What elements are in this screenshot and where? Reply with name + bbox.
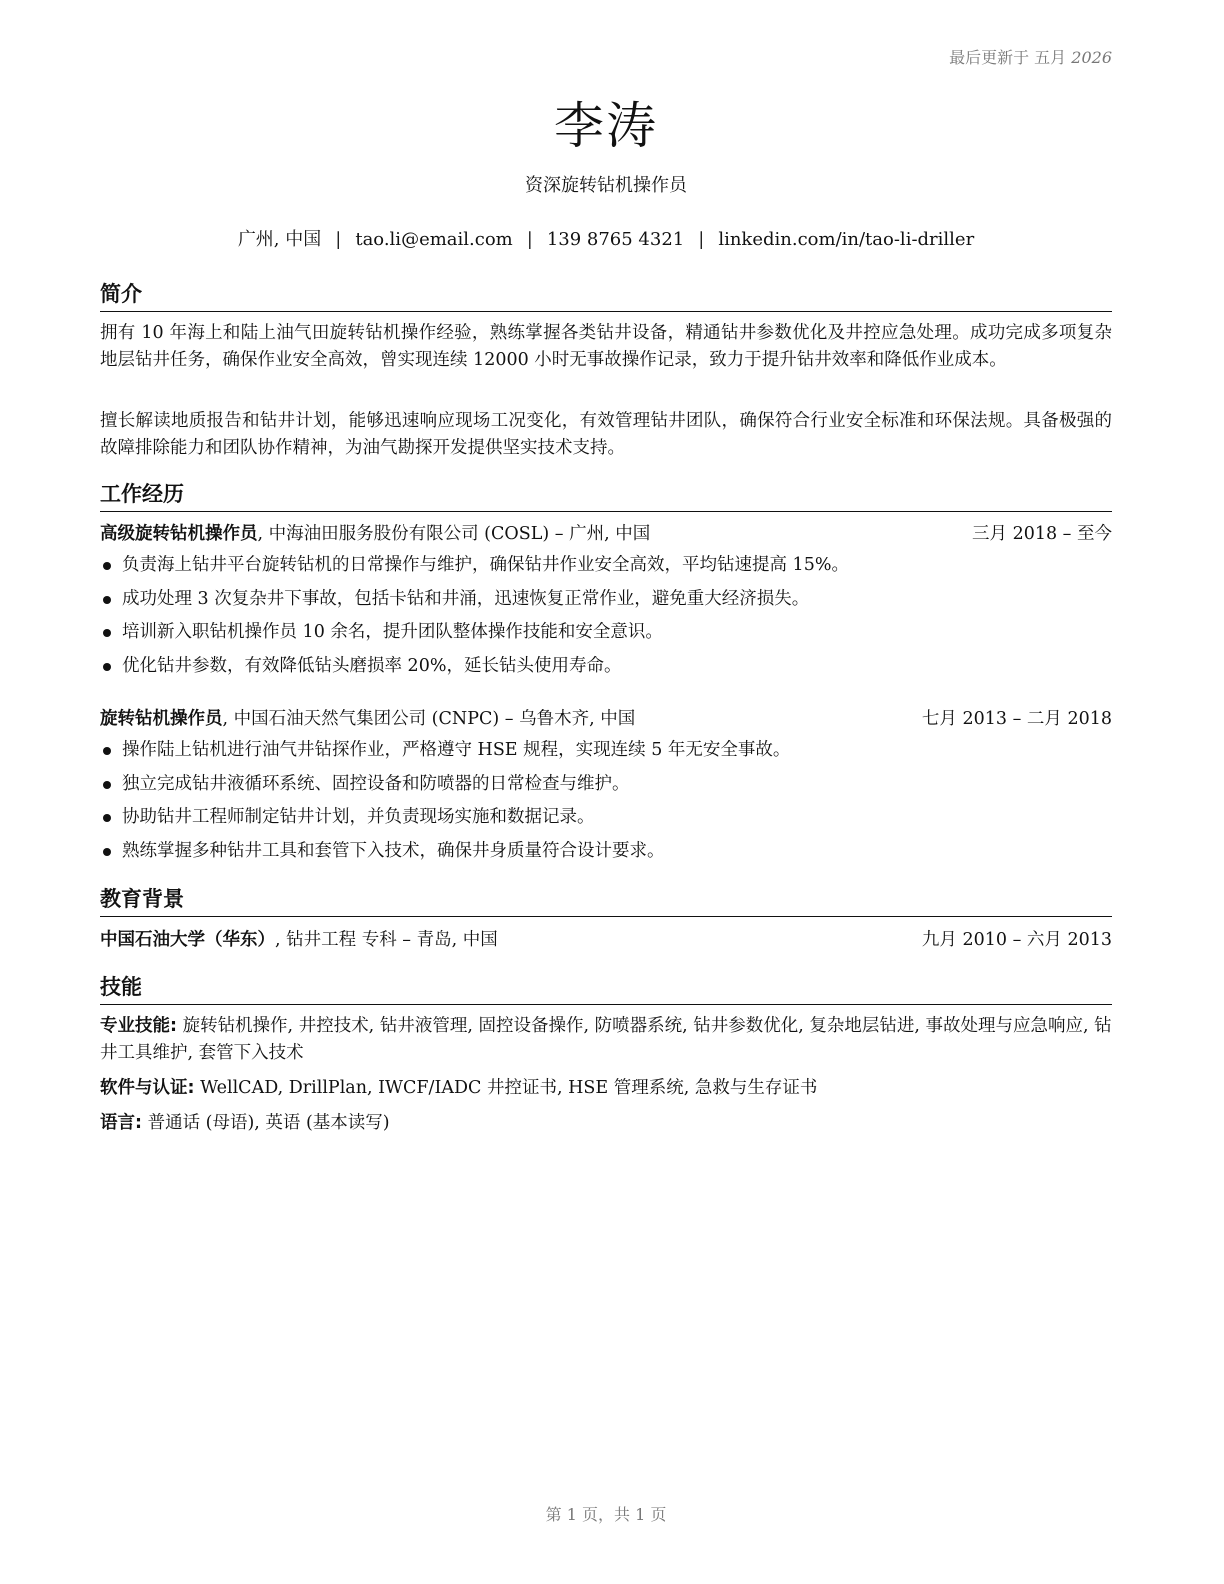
contact-linkedin[interactable]: linkedin.com/in/tao-li-driller	[718, 229, 975, 250]
list-item: 负责海上钻井平台旋转钻机的日常操作与维护，确保钻井作业安全高效，平均钻速提高 15%。	[100, 549, 1112, 583]
contact-line	[100, 225, 1112, 251]
last-updated-month: 五月	[1034, 48, 1067, 67]
job-company: , 中国石油天然气集团公司 (CNPC) – 乌鲁木齐, 中国	[222, 709, 636, 729]
job-dates: 七月 2013 – 二月 2018	[921, 709, 1112, 729]
list-item: 熟练掌握多种钻井工具和套管下入技术，确保井身质量符合设计要求。	[100, 835, 1112, 869]
skill-value: 旋转钻机操作, 井控技术, 钻井液管理, 固控设备操作, 防喷器系统, 钻井参数优化, 复杂地层钻进, 事故处理与应急响应, 钻井工具维护, 套管下入技术	[100, 1016, 1112, 1063]
education-entry	[100, 927, 1112, 954]
skills-languages	[100, 1110, 1112, 1137]
last-updated	[949, 45, 1112, 68]
list-item: 优化钻井参数，有效降低钻头磨损率 20%，延长钻头使用寿命。	[100, 650, 1112, 684]
education-dates: 九月 2010 – 六月 2013	[921, 930, 1112, 950]
contact-location: 广州, 中国	[237, 229, 322, 250]
job-role: 高级旋转钻机操作员	[100, 524, 258, 544]
skill-value: WellCAD, DrillPlan, IWCF/IADC 井控证书, HSE 管理系统, 急救与生存证书	[194, 1078, 818, 1098]
skill-label: 软件与认证:	[100, 1078, 195, 1098]
list-item: 协助钻井工程师制定钻井计划，并负责现场实施和数据记录。	[100, 801, 1112, 835]
list-item: 培训新入职钻机操作员 10 余名，提升团队整体操作技能和安全意识。	[100, 616, 1112, 650]
job-bullets	[100, 734, 1112, 868]
job-bullets	[100, 549, 1112, 683]
job-role: 旋转钻机操作员	[100, 709, 223, 729]
education-detail: , 钻井工程 专科 – 青岛, 中国	[275, 930, 498, 950]
job-header	[100, 521, 1112, 548]
list-item: 成功处理 3 次复杂井下事故，包括卡钻和井涌，迅速恢复正常作业，避免重大经济损失。	[100, 583, 1112, 617]
summary-paragraph-2: 擅长解读地质报告和钻井计划，能够迅速响应现场工况变化，有效管理钻井团队，确保符合行业安全标准和环保法规。具备极强的故障排除能力和团队协作精神，为油气勘探开发提供坚实技术支持。	[100, 411, 1112, 458]
skill-label: 语言:	[100, 1113, 142, 1133]
contact-email[interactable]: tao.li@email.com	[355, 229, 513, 250]
skills-professional	[100, 1013, 1112, 1067]
section-title-skills: 技能	[100, 971, 1112, 1005]
section-title-summary: 简介	[100, 278, 1112, 312]
summary-paragraph-1: 拥有 10 年海上和陆上油气田旋转钻机操作经验，熟练掌握各类钻井设备，精通钻井参数优化及井控应急处理。成功完成多项复杂地层钻井任务，确保作业安全高效，曾实现连续 12000 小时无事故操作记录，致力于提升钻井效率和降低作业成本。	[100, 323, 1112, 370]
education-school: 中国石油大学（华东）	[100, 930, 275, 950]
list-item: 独立完成钻井液循环系统、固控设备和防喷器的日常检查与维护。	[100, 768, 1112, 802]
contact-separator: |	[335, 229, 342, 250]
candidate-name: 李涛	[554, 97, 658, 155]
resume-page	[100, 0, 1112, 1584]
skill-label: 专业技能:	[100, 1016, 177, 1036]
last-updated-prefix: 最后更新于	[949, 48, 1030, 67]
section-title-education: 教育背景	[100, 883, 1112, 917]
list-item: 操作陆上钻机进行油气井钻探作业，严格遵守 HSE 规程，实现连续 5 年无安全事故。	[100, 734, 1112, 768]
last-updated-year: 2026	[1071, 48, 1112, 67]
job-header	[100, 706, 1112, 733]
job-company: , 中海油田服务股份有限公司 (COSL) – 广州, 中国	[257, 524, 651, 544]
skill-value: 普通话 (母语), 英语 (基本读写)	[142, 1113, 390, 1133]
contact-phone: 139 8765 4321	[546, 229, 685, 250]
section-title-experience: 工作经历	[100, 478, 1112, 512]
contact-separator: |	[698, 229, 705, 250]
skills-software	[100, 1075, 1112, 1102]
page-footer: 第 1 页，共 1 页	[545, 1505, 667, 1524]
candidate-headline: 资深旋转钻机操作员	[525, 175, 687, 196]
contact-separator: |	[526, 229, 533, 250]
job-dates: 三月 2018 – 至今	[972, 524, 1112, 544]
